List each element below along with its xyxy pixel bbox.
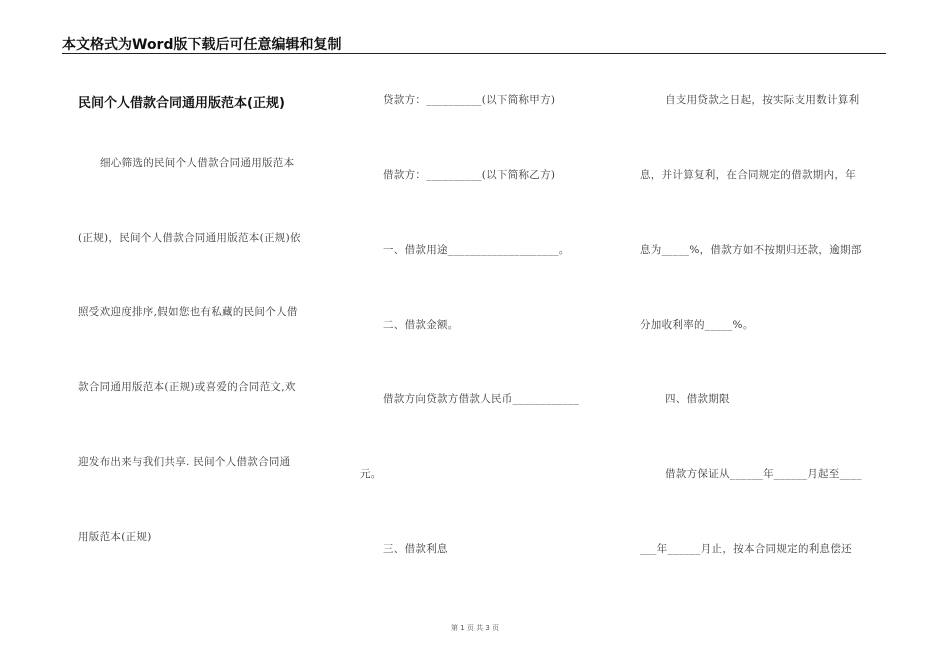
page-number: 第 1 页 共 3 页 [450, 624, 500, 632]
column1-line: (正规)，民间个人借款合同通用版范本(正规)依 [78, 232, 301, 244]
column1-line: 款合同通用版范本(正规)或喜爱的合同范文,欢 [78, 381, 296, 393]
column3-line: 四、借款期限 [665, 393, 730, 405]
column2-line: 借款方：__________(以下简称乙方) [383, 169, 556, 181]
column1-line: 照受欢迎度排序,假如您也有私藏的民间个人借 [78, 306, 298, 318]
column3-line: 借款方保证从______年______月起至____ [665, 468, 862, 480]
column3-line: 自支用贷款之日起，按实际支用数计算利 [665, 94, 860, 106]
column1-line: 用版范本(正规) [78, 531, 152, 543]
column2-line: 元。 [360, 468, 382, 480]
column1-line: 迎发布出来与我们共享. 民间个人借款合同通 [78, 456, 291, 468]
column2-line: 一、借款用途____________________。 [383, 244, 570, 256]
header-divider [62, 53, 886, 54]
column3-line: ___年______月止，按本合同规定的利息偿还 [640, 543, 852, 555]
column3-line: 分加收利率的_____%。 [640, 319, 754, 331]
document-title: 民间个人借款合同通用版范本(正规) [78, 96, 285, 111]
column2-line: 三、借款利息 [383, 543, 448, 555]
column1-line: 细心筛选的民间个人借款合同通用版范本 [100, 157, 295, 169]
column2-line: 贷款方：__________(以下简称甲方) [383, 94, 556, 106]
column2-line: 二、借款金额。 [383, 319, 459, 331]
column2-line: 借款方向贷款方借款人民币____________ [383, 393, 580, 405]
column3-line: 息为_____%，借款方如不按期归还款，逾期部 [640, 244, 862, 256]
document-header-title: 本文格式为Word版下载后可任意编辑和复制 [62, 37, 342, 53]
column3-line: 息，并计算复利，在合同规定的借款期内，年 [640, 169, 856, 181]
